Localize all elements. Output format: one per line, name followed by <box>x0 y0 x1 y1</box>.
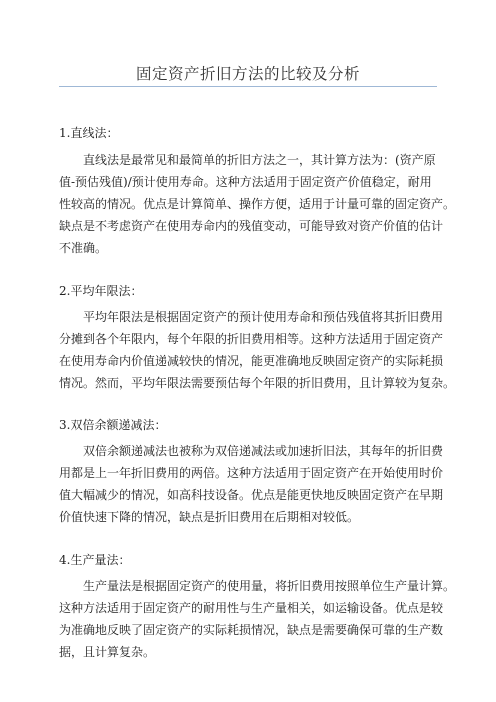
paragraph-line: 缺点是不考虑资产在使用寿命内的残值变动，可能导致对资产价值的估计 <box>59 219 444 233</box>
section-paragraph-straight-line <box>59 149 456 259</box>
paragraph-line: 据，且计算复杂。 <box>59 645 156 659</box>
paragraph-line: 双倍余额递减法也被称为双倍递减法或加速折旧法，其每年的折旧费 <box>83 444 444 458</box>
paragraph-line: 情况。然而，平均年限法需要预估每个年限的折旧费用，且计算较为复杂。 <box>59 376 456 390</box>
section-paragraph-average-years <box>59 306 456 394</box>
paragraph-line: 值大幅减少的情况，如高科技设备。优点是能更快地反映固定资产在早期 <box>59 488 444 502</box>
paragraph-line: 直线法是最常见和最简单的折旧方法之一，其计算方法为：(资产原 <box>83 153 436 167</box>
paragraph-line: 性较高的情况。优点是计算简单、操作方便，适用于计量可靠的固定资产。 <box>59 197 456 211</box>
document-title: 固定资产折旧方法的比较及分析 <box>135 65 360 83</box>
paragraph-line: 生产量法是根据固定资产的使用量，将折旧费用按照单位生产量计算。 <box>83 579 456 593</box>
section-heading-production-volume: 4.生产量法： <box>59 553 131 567</box>
paragraph-line: 平均年限法是根据固定资产的预计使用寿命和预估残值将其折旧费用 <box>83 310 444 324</box>
paragraph-line: 这种方法适用于固定资产的耐用性与生产量相关，如运输设备。优点是较 <box>59 601 444 615</box>
paragraph-line: 为准确地反映了固定资产的实际耗损情况，缺点是需要确保可靠的生产数 <box>59 623 444 637</box>
title-underline <box>59 86 437 87</box>
paragraph-line: 价值快速下降的情况，缺点是折旧费用在后期相对较低。 <box>59 510 360 524</box>
paragraph-line: 在使用寿命内价值递减较快的情况，能更准确地反映固定资产的实际耗损 <box>59 354 444 368</box>
paragraph-line: 分摊到各个年限内，每个年限的折旧费用相等。这种方法适用于固定资产 <box>59 332 444 346</box>
section-heading-double-declining: 3.双倍余额递减法： <box>59 418 167 432</box>
paragraph-line: 值-预估残值)/预计使用寿命。这种方法适用于固定资产价值稳定，耐用 <box>59 175 432 189</box>
section-paragraph-double-declining <box>59 440 444 528</box>
paragraph-line: 不准确。 <box>59 241 108 255</box>
paragraph-line: 用都是上一年折旧费用的两倍。这种方法适用于固定资产在开始使用时价 <box>59 466 444 480</box>
section-paragraph-production-volume <box>59 575 456 663</box>
section-heading-average-years: 2.平均年限法： <box>59 284 143 298</box>
section-heading-straight-line: 1.直线法： <box>59 126 119 140</box>
